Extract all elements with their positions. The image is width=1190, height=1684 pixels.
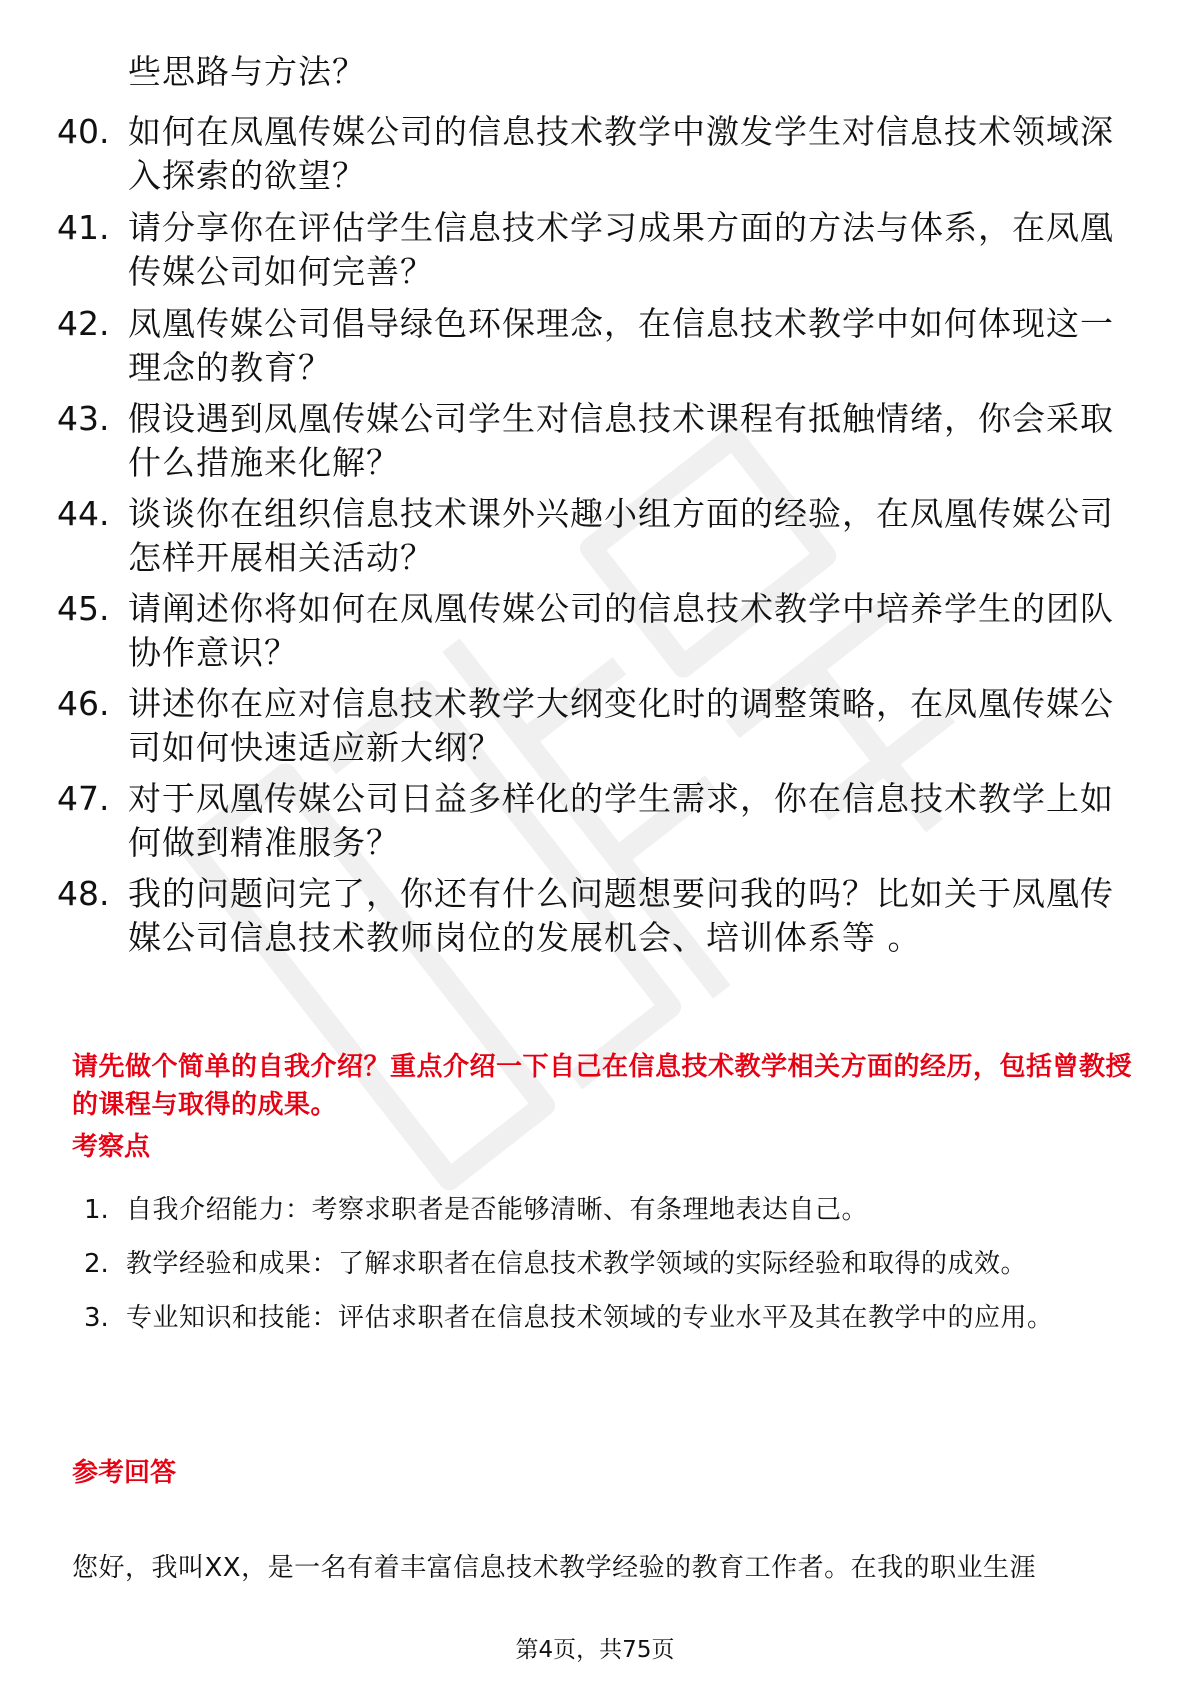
question-text: 假设遇到凤凰传媒公司学生对信息技术课程有抵触情绪，你会采取什么措施来化解？: [128, 399, 1114, 482]
question-item: [0, 206, 1190, 298]
point-text: 教学经验和成果：了解求职者在信息技术教学领域的实际经验和取得的成效。: [126, 1249, 1028, 1279]
point-text: 自我介绍能力：考察求职者是否能够清晰、有条理地表达自己。: [126, 1195, 869, 1225]
question-item: [0, 110, 1190, 202]
question-item: [0, 302, 1190, 394]
question-text: 我的问题问完了，你还有什么问题想要问我的吗？比如关于凤凰传媒公司信息技术教师岗位的发展机会、培训体系等 。: [128, 874, 1114, 957]
question-text: 谈谈你在组织信息技术课外兴趣小组方面的经验，在凤凰传媒公司怎样开展相关活动？: [128, 494, 1114, 577]
question-continuation: 些思路与方法？: [128, 52, 366, 91]
question-text: 如何在凤凰传媒公司的信息技术教学中激发学生对信息技术领域深入探索的欲望？: [128, 112, 1114, 195]
question-number: 48.: [57, 874, 110, 913]
point-text: 专业知识和技能：评估求职者在信息技术领域的专业水平及其在教学中的应用。: [126, 1303, 1054, 1333]
question-number: 40.: [57, 112, 110, 151]
question-number: 44.: [57, 494, 110, 533]
point-number: 1.: [84, 1195, 109, 1225]
question-item: [0, 587, 1190, 679]
question-text: 凤凰传媒公司倡导绿色环保理念，在信息技术教学中如何体现这一理念的教育？: [128, 304, 1114, 387]
question-number: 43.: [57, 399, 110, 438]
question-text: 请分享你在评估学生信息技术学习成果方面的方法与体系，在凤凰传媒公司如何完善？: [128, 208, 1114, 291]
question-number: 45.: [57, 589, 110, 628]
reference-answer: 您好，我叫XX，是一名有着丰富信息技术教学经验的教育工作者。在我的职业生涯: [72, 1553, 1037, 1583]
question-text: 讲述你在应对信息技术教学大纲变化时的调整策略，在凤凰传媒公司如何快速适应新大纲？: [128, 684, 1114, 767]
point-number: 2.: [84, 1249, 109, 1279]
question-item: [0, 682, 1190, 774]
question-text: 对于凤凰传媒公司日益多样化的学生需求，你在信息技术教学上如何做到精准服务？: [128, 779, 1114, 862]
highlight-question: 请先做个简单的自我介绍？重点介绍一下自己在信息技术教学相关方面的经历，包括曾教授的课程与取得的成果。: [72, 1052, 1133, 1120]
question-item: [0, 397, 1190, 489]
question-item: [0, 492, 1190, 584]
question-item: [0, 777, 1190, 869]
question-number: 42.: [57, 304, 110, 343]
question-number: 41.: [57, 208, 110, 247]
question-text: 请阐述你将如何在凤凰传媒公司的信息技术教学中培养学生的团队协作意识？: [128, 589, 1114, 672]
point-number: 3.: [84, 1303, 109, 1333]
question-number: 46.: [57, 684, 110, 723]
reference-title: 参考回答: [72, 1458, 177, 1488]
assessment-title: 考察点: [72, 1132, 151, 1162]
question-item: [0, 872, 1190, 964]
question-number: 47.: [57, 779, 110, 818]
page-number: 第4页，共75页: [515, 1637, 675, 1663]
